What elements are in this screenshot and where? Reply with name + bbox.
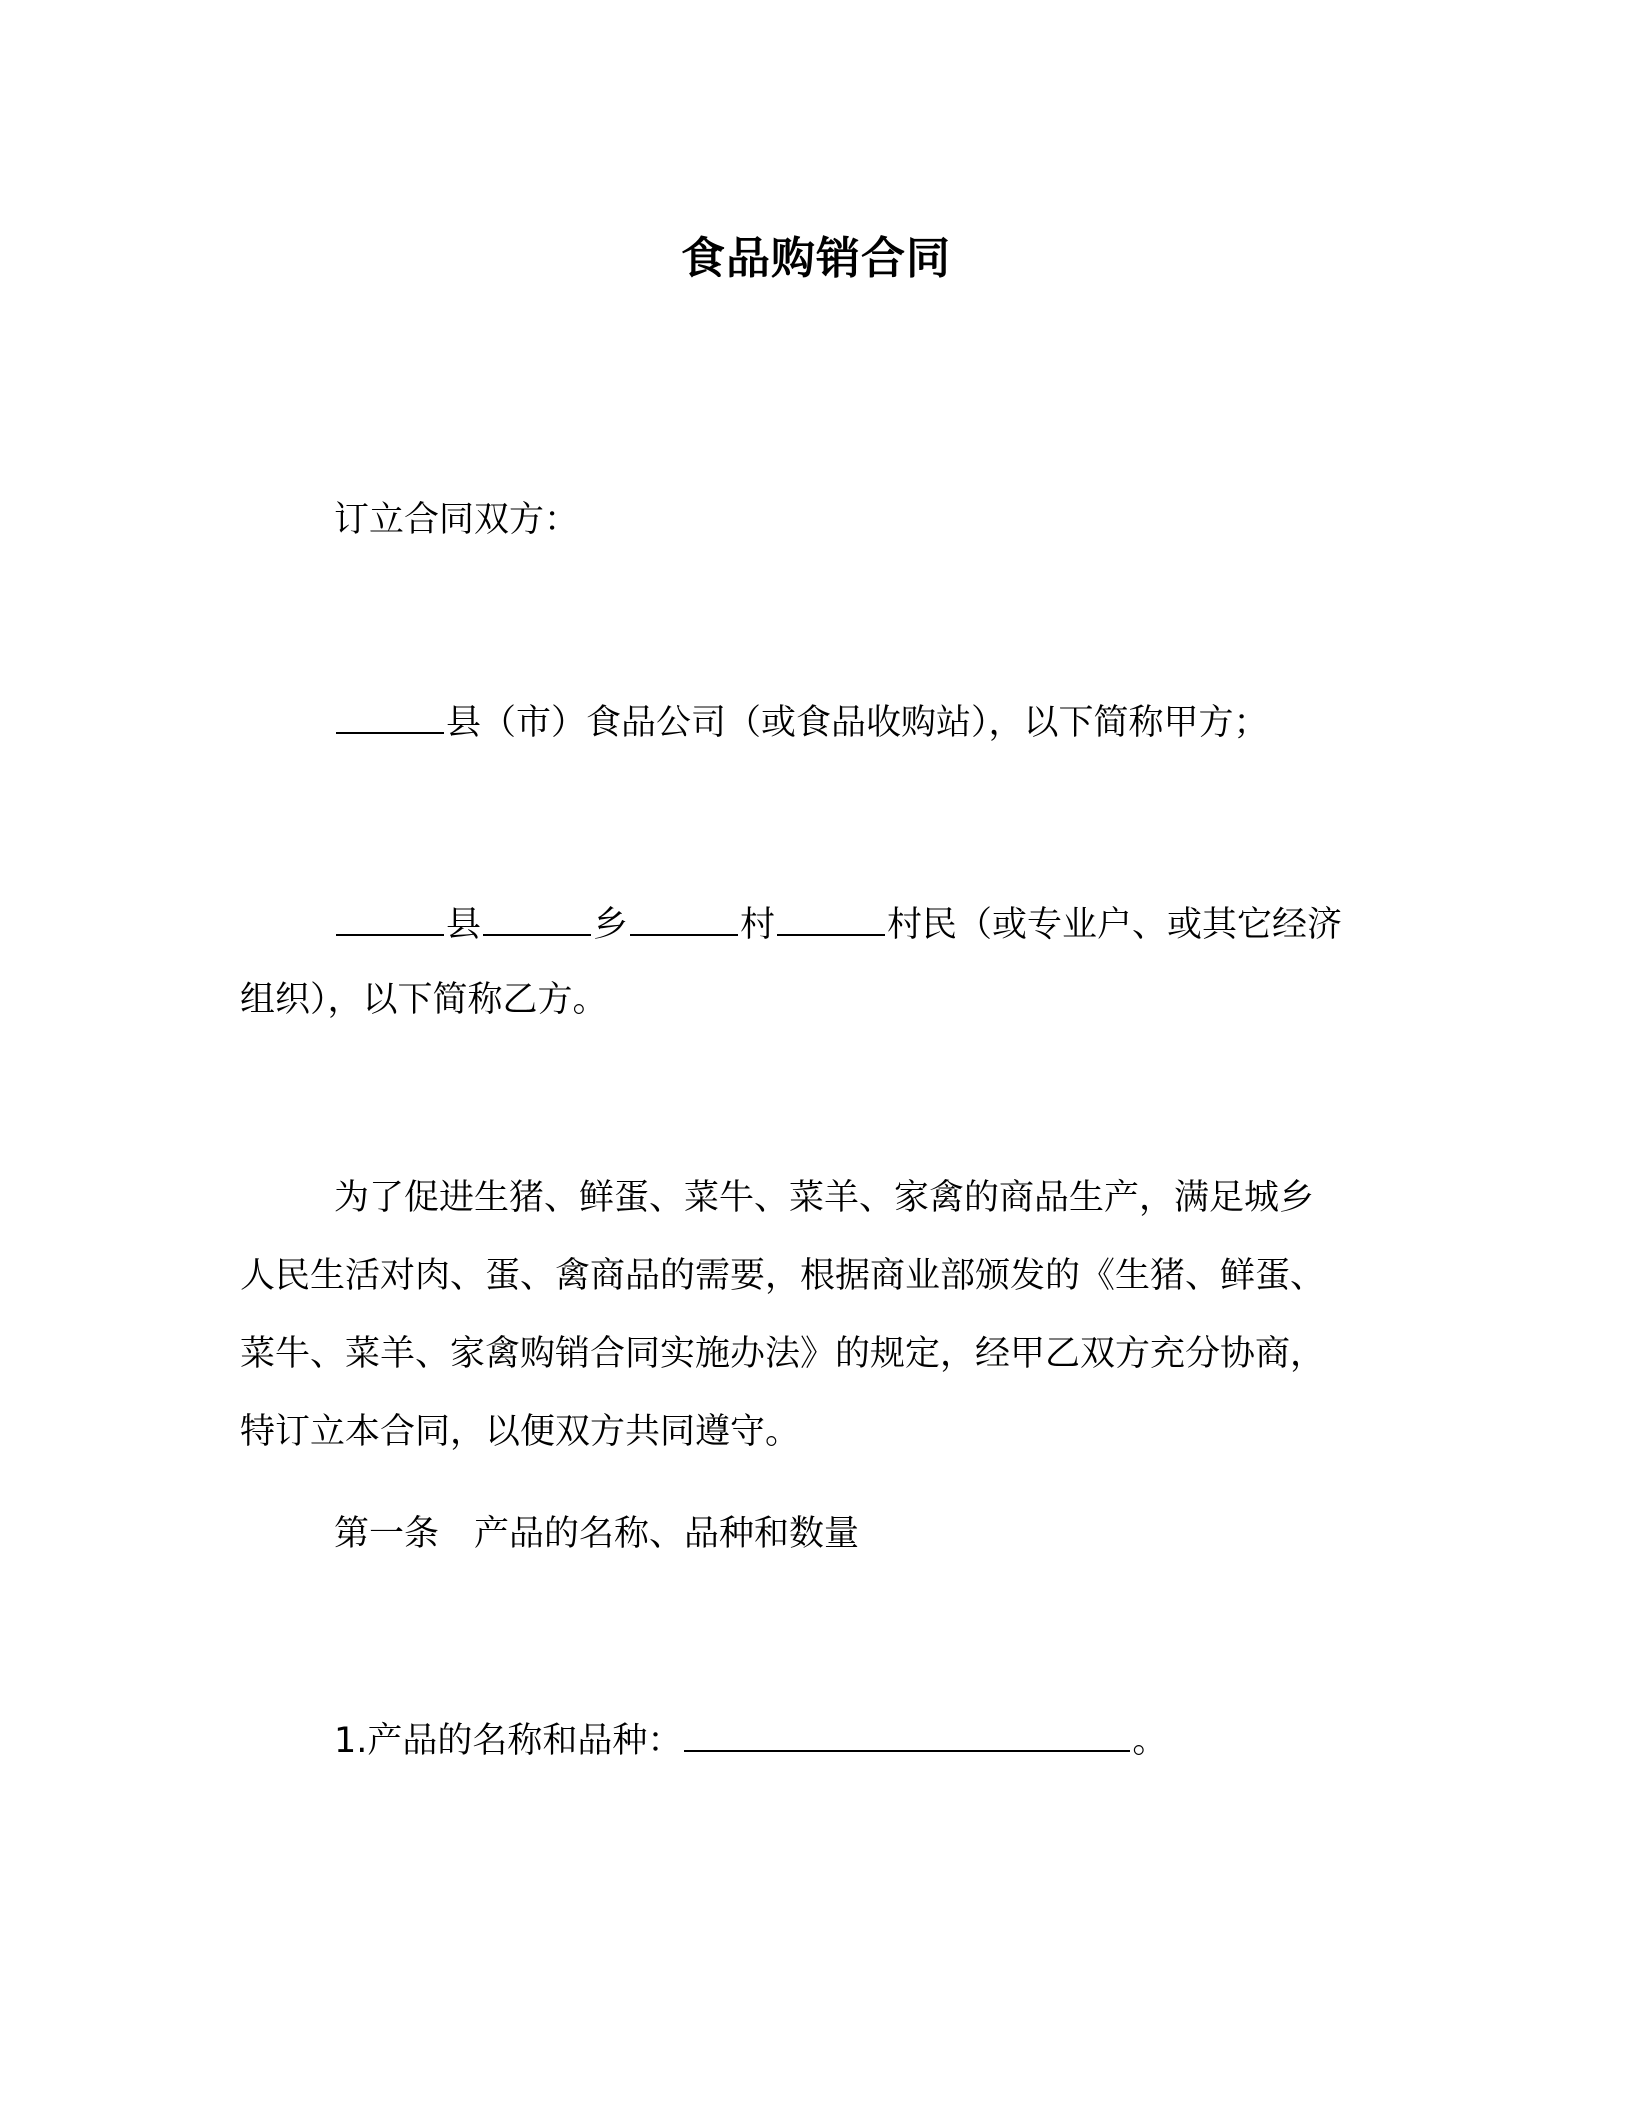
preamble-line-3: 菜牛、菜羊、家禽购销合同实施办法》的规定，经甲乙双方充分协商， xyxy=(240,1334,1326,1374)
article-1-heading: 第一条 产品的名称、品种和数量 xyxy=(334,1514,860,1554)
party-a-line xyxy=(334,698,1269,745)
parties-heading: 订立合同双方： xyxy=(334,500,580,540)
preamble-line-2: 人民生活对肉、蛋、禽商品的需要，根据商业部颁发的《生猪、鲜蛋、 xyxy=(240,1256,1326,1296)
county-blank[interactable] xyxy=(336,698,444,734)
party-b-township: 乡 xyxy=(593,905,629,945)
item-1-label: 1.产品的名称和品种： xyxy=(334,1721,683,1761)
villager-blank[interactable] xyxy=(777,900,885,936)
village-blank[interactable] xyxy=(630,900,738,936)
party-b-villager: 村民（或专业户、或其它经济 xyxy=(887,905,1343,945)
preamble-line-4: 特订立本合同，以便双方共同遵守。 xyxy=(240,1412,801,1452)
document-title: 食品购销合同 xyxy=(681,233,951,284)
party-b-village: 村 xyxy=(740,905,776,945)
party-b-line-2: 组织），以下简称乙方。 xyxy=(240,980,608,1020)
article-1-item-1 xyxy=(334,1716,1167,1763)
county-blank-b[interactable] xyxy=(336,900,444,936)
party-b-line-1 xyxy=(334,900,1342,947)
party-a-text: 县（市）食品公司（或食品收购站），以下简称甲方； xyxy=(446,703,1269,743)
party-b-county: 县 xyxy=(446,905,482,945)
product-name-blank[interactable] xyxy=(684,1716,1130,1752)
township-blank[interactable] xyxy=(483,900,591,936)
item-1-end: 。 xyxy=(1132,1721,1168,1761)
preamble-line-1: 为了促进生猪、鲜蛋、菜牛、菜羊、家禽的商品生产，满足城乡 xyxy=(334,1178,1315,1218)
